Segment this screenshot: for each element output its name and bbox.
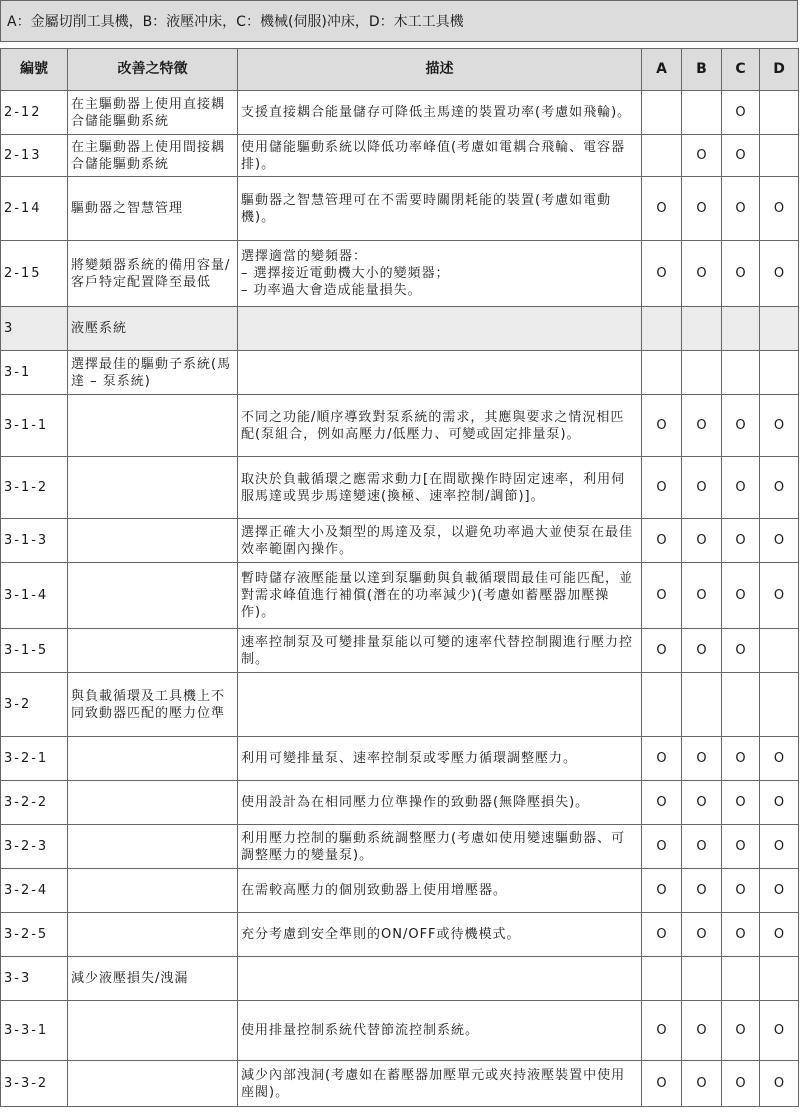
mark-d xyxy=(760,91,799,135)
table-row xyxy=(1,781,799,825)
row-code: 3-3-1 xyxy=(1,1001,68,1061)
mark-a: O xyxy=(642,781,682,825)
mark-b: O xyxy=(682,395,722,457)
row-feature: 與負載循環及工具機上不同致動器匹配的壓力位準 xyxy=(68,673,238,737)
mark-d xyxy=(760,957,799,1001)
mark-c xyxy=(722,673,760,737)
row-code: 2-12 xyxy=(1,91,68,135)
row-code: 3-2 xyxy=(1,673,68,737)
mark-c: O xyxy=(722,135,760,177)
table-row xyxy=(1,913,799,957)
row-code: 3-1-2 xyxy=(1,457,68,519)
mark-d: O xyxy=(760,1001,799,1061)
mark-b: O xyxy=(682,869,722,913)
row-code: 3-1-1 xyxy=(1,395,68,457)
table-row xyxy=(1,1001,799,1061)
row-code: 3-1-4 xyxy=(1,563,68,629)
mark-a xyxy=(642,91,682,135)
mark-a xyxy=(642,135,682,177)
description-line: 選擇適當的變頻器： xyxy=(241,249,368,264)
row-description xyxy=(238,519,642,563)
mark-b: O xyxy=(682,241,722,307)
mark-b: O xyxy=(682,737,722,781)
mark-a: O xyxy=(642,869,682,913)
description-line: 取決於負載循環之應需求動力[在間歇操作時固定速率，利用伺服馬達或異步馬達變速(換極、速率控制/調節)]。 xyxy=(241,471,626,504)
table-row xyxy=(1,135,799,177)
description-line: 充分考慮到安全準則的ON/OFF或待機模式。 xyxy=(241,927,521,942)
mark-b: O xyxy=(682,457,722,519)
mark-a: O xyxy=(642,629,682,673)
row-description xyxy=(238,673,642,737)
mark-c: O xyxy=(722,91,760,135)
mark-d: O xyxy=(760,241,799,307)
table-row xyxy=(1,241,799,307)
mark-d: O xyxy=(760,913,799,957)
row-description xyxy=(238,1061,642,1107)
row-description xyxy=(238,913,642,957)
row-feature xyxy=(68,913,238,957)
header-description: 描述 xyxy=(238,49,642,91)
mark-c: O xyxy=(722,1061,760,1107)
row-feature: 減少液壓損失/洩漏 xyxy=(68,957,238,1001)
mark-c: O xyxy=(722,1001,760,1061)
header-row xyxy=(1,49,799,91)
row-code: 3-2-1 xyxy=(1,737,68,781)
description-line: 利用可變排量泵、速率控制泵或零壓力循環調整壓力。 xyxy=(241,751,578,766)
description-line: 暫時儲存液壓能量以達到泵驅動與負載循環間最佳可能匹配，並對需求峰值進行補償(潛在的功率減少)(考慮如蓄壓器加壓操作)。 xyxy=(241,571,634,620)
mark-a: O xyxy=(642,457,682,519)
mark-c xyxy=(722,957,760,1001)
row-description xyxy=(238,457,642,519)
row-description xyxy=(238,737,642,781)
row-code: 3-2-2 xyxy=(1,781,68,825)
description-line: 不同之功能/順序導致對泵系統的需求，其應與要求之情況相匹配(泵組合，例如高壓力/低壓力、可變或固定排量泵)。 xyxy=(241,409,625,442)
mark-c: O xyxy=(722,177,760,241)
description-line: 使用儲能驅動系統以降低功率峰值(考慮如電耦合飛輪、電容器排)。 xyxy=(241,139,626,172)
mark-c: O xyxy=(722,869,760,913)
row-feature: 在主驅動器上使用直接耦合儲能驅動系統 xyxy=(68,91,238,135)
mark-b: O xyxy=(682,1061,722,1107)
mark-b xyxy=(682,307,722,351)
description-line: – 選擇接近電動機大小的變頻器； xyxy=(241,266,450,281)
mark-d xyxy=(760,629,799,673)
mark-b xyxy=(682,91,722,135)
table-row xyxy=(1,957,799,1001)
description-line: 利用壓力控制的驅動系統調整壓力(考慮如使用變速驅動器、可調整壓力的變量泵)。 xyxy=(241,830,626,863)
description-line: 選擇正確大小及類型的馬達及泵，以避免功率過大並使泵在最佳效率範圍內操作。 xyxy=(241,524,634,557)
row-feature: 選擇最佳的驅動子系統(馬達 – 泵系統) xyxy=(68,351,238,395)
table-row xyxy=(1,91,799,135)
row-feature xyxy=(68,563,238,629)
mark-d: O xyxy=(760,737,799,781)
mark-a: O xyxy=(642,241,682,307)
row-description xyxy=(238,1001,642,1061)
mark-a xyxy=(642,351,682,395)
table-row xyxy=(1,737,799,781)
row-description xyxy=(238,563,642,629)
row-description xyxy=(238,307,642,351)
mark-a: O xyxy=(642,395,682,457)
mark-a: O xyxy=(642,913,682,957)
row-description xyxy=(238,395,642,457)
mark-a xyxy=(642,957,682,1001)
description-line: 驅動器之智慧管理可在不需要時關閉耗能的裝置(考慮如電動機)。 xyxy=(241,192,612,225)
mark-a: O xyxy=(642,825,682,869)
row-feature: 在主驅動器上使用間接耦合儲能驅動系統 xyxy=(68,135,238,177)
mark-b: O xyxy=(682,177,722,241)
mark-c: O xyxy=(722,395,760,457)
row-feature xyxy=(68,629,238,673)
mark-b: O xyxy=(682,563,722,629)
mark-c: O xyxy=(722,457,760,519)
mark-b: O xyxy=(682,519,722,563)
row-feature xyxy=(68,825,238,869)
header-b: B xyxy=(682,49,722,91)
mark-c xyxy=(722,307,760,351)
mark-b: O xyxy=(682,135,722,177)
improvement-table xyxy=(0,48,799,1107)
row-feature xyxy=(68,519,238,563)
mark-c: O xyxy=(722,241,760,307)
row-code: 2-15 xyxy=(1,241,68,307)
mark-d xyxy=(760,135,799,177)
mark-d xyxy=(760,673,799,737)
row-feature: 驅動器之智慧管理 xyxy=(68,177,238,241)
row-description xyxy=(238,135,642,177)
row-description xyxy=(238,629,642,673)
row-code: 3-3-2 xyxy=(1,1061,68,1107)
row-code: 3-1-5 xyxy=(1,629,68,673)
table-row xyxy=(1,869,799,913)
row-feature xyxy=(68,1061,238,1107)
mark-c: O xyxy=(722,519,760,563)
mark-c xyxy=(722,351,760,395)
mark-c: O xyxy=(722,825,760,869)
mark-a: O xyxy=(642,519,682,563)
header-feature: 改善之特徵 xyxy=(68,49,238,91)
row-description xyxy=(238,825,642,869)
row-code: 3-3 xyxy=(1,957,68,1001)
row-code: 3-1-3 xyxy=(1,519,68,563)
header-a: A xyxy=(642,49,682,91)
table-row xyxy=(1,395,799,457)
section-row xyxy=(1,307,799,351)
row-code: 2-13 xyxy=(1,135,68,177)
mark-d: O xyxy=(760,825,799,869)
row-feature xyxy=(68,737,238,781)
mark-b xyxy=(682,351,722,395)
mark-d: O xyxy=(760,869,799,913)
row-code: 2-14 xyxy=(1,177,68,241)
table-row xyxy=(1,563,799,629)
row-description xyxy=(238,241,642,307)
mark-b xyxy=(682,673,722,737)
mark-a: O xyxy=(642,1061,682,1107)
row-feature: 液壓系統 xyxy=(68,307,238,351)
table-body xyxy=(1,91,799,1107)
mark-d xyxy=(760,307,799,351)
header-d: D xyxy=(760,49,799,91)
description-line: 使用排量控制系統代替節流控制系統。 xyxy=(241,1023,480,1038)
machine-legend: A：金屬切削工具機，B：液壓冲床，C：機械(伺服)冲床，D：木工工具機 xyxy=(0,0,798,42)
row-description xyxy=(238,869,642,913)
mark-c: O xyxy=(722,629,760,673)
mark-b xyxy=(682,957,722,1001)
table-row xyxy=(1,673,799,737)
row-feature xyxy=(68,781,238,825)
table-row xyxy=(1,177,799,241)
mark-a xyxy=(642,307,682,351)
mark-c: O xyxy=(722,781,760,825)
description-line: 使用設計為在相同壓力位準操作的致動器(無降壓損失)。 xyxy=(241,795,590,810)
row-feature xyxy=(68,869,238,913)
description-line: 減少內部洩洞(考慮如在蓄壓器加壓單元或夾持液壓裝置中使用座閥)。 xyxy=(241,1067,626,1100)
mark-d: O xyxy=(760,781,799,825)
row-code: 3-2-3 xyxy=(1,825,68,869)
mark-b: O xyxy=(682,629,722,673)
table-row xyxy=(1,629,799,673)
mark-d: O xyxy=(760,1061,799,1107)
mark-a: O xyxy=(642,177,682,241)
description-line: 速率控制泵及可變排量泵能以可變的速率代替控制閥進行壓力控制。 xyxy=(241,634,634,667)
row-feature xyxy=(68,395,238,457)
mark-d xyxy=(760,351,799,395)
row-feature: 將變頻器系統的備用容量/客戶特定配置降至最低 xyxy=(68,241,238,307)
description-line: 支援直接耦合能量儲存可降低主馬達的裝置功率(考慮如飛輪)。 xyxy=(241,105,632,120)
mark-b: O xyxy=(682,781,722,825)
mark-d: O xyxy=(760,563,799,629)
mark-b: O xyxy=(682,913,722,957)
mark-a: O xyxy=(642,737,682,781)
row-code: 3-2-5 xyxy=(1,913,68,957)
header-code: 編號 xyxy=(1,49,68,91)
row-feature xyxy=(68,1001,238,1061)
mark-d: O xyxy=(760,395,799,457)
mark-d: O xyxy=(760,177,799,241)
description-line: 在需較高壓力的個別致動器上使用增壓器。 xyxy=(241,883,508,898)
description-line: – 功率過大會造成能量損失。 xyxy=(241,283,422,298)
mark-d: O xyxy=(760,457,799,519)
mark-c: O xyxy=(722,737,760,781)
mark-c: O xyxy=(722,563,760,629)
table-row xyxy=(1,519,799,563)
mark-a: O xyxy=(642,563,682,629)
mark-c: O xyxy=(722,913,760,957)
mark-a xyxy=(642,673,682,737)
mark-b: O xyxy=(682,1001,722,1061)
table-row xyxy=(1,825,799,869)
row-code: 3-2-4 xyxy=(1,869,68,913)
mark-a: O xyxy=(642,1001,682,1061)
table-row xyxy=(1,351,799,395)
row-description xyxy=(238,781,642,825)
mark-b: O xyxy=(682,825,722,869)
table-row xyxy=(1,1061,799,1107)
row-code: 3 xyxy=(1,307,68,351)
row-description xyxy=(238,351,642,395)
table-row xyxy=(1,457,799,519)
row-code: 3-1 xyxy=(1,351,68,395)
mark-d: O xyxy=(760,519,799,563)
row-description xyxy=(238,177,642,241)
header-c: C xyxy=(722,49,760,91)
row-description xyxy=(238,91,642,135)
row-description xyxy=(238,957,642,1001)
row-feature xyxy=(68,457,238,519)
